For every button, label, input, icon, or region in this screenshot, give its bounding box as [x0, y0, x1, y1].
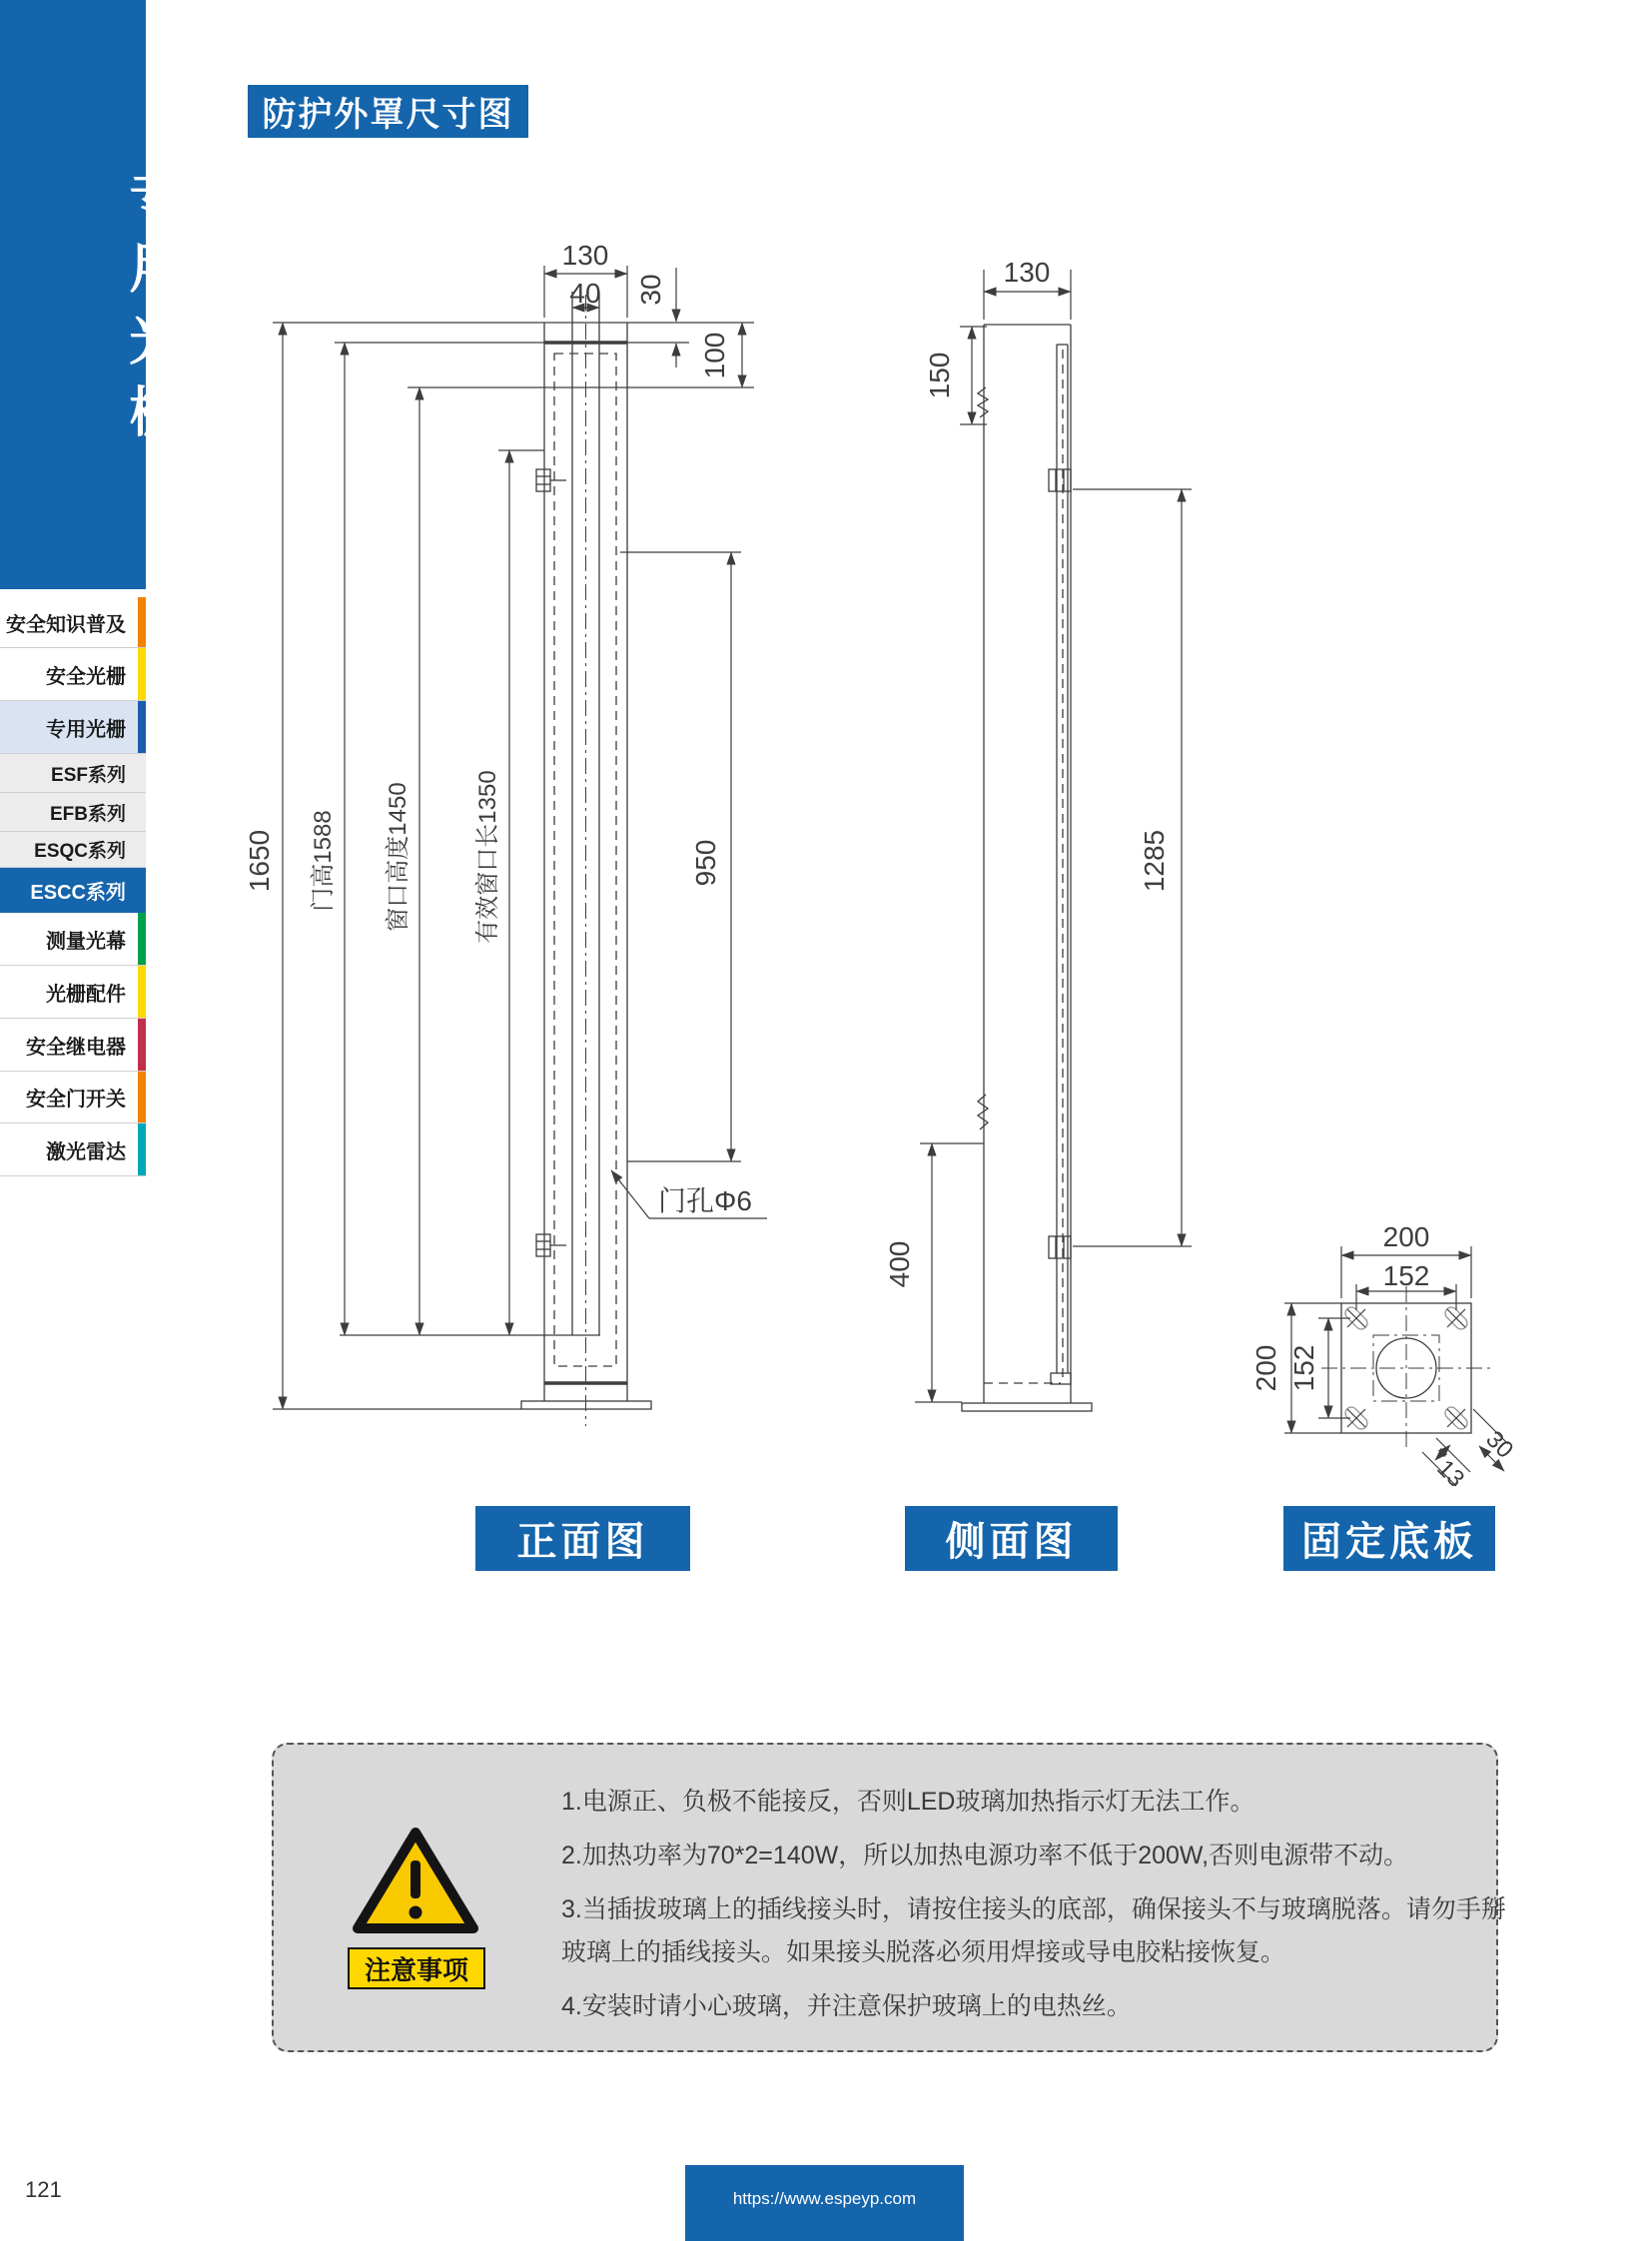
sidebar-item-label: 安全门开关 — [26, 1089, 126, 1111]
front-dim-width: 130 — [561, 240, 609, 271]
side-view-drawing — [884, 257, 1192, 1411]
sidebar-item-measuring-curtain[interactable] — [0, 913, 146, 966]
sidebar-item-safety-knowledge[interactable] — [0, 597, 146, 648]
front-dim-effective-window: 有效窗口长1350 — [474, 770, 501, 944]
sidebar-item-label: 光栅配件 — [46, 983, 126, 1006]
front-dim-door-height: 门高1588 — [310, 810, 337, 912]
sidebar-item-label: ESCC系列 — [30, 881, 126, 904]
accent-bar — [138, 1072, 146, 1122]
sidebar-item-label: 激光雷达 — [46, 1140, 126, 1163]
sidebar-item-label: ESQC系列 — [34, 841, 126, 862]
base-plate-drawing — [1250, 1221, 1518, 1493]
sidebar-item-accessories[interactable] — [0, 966, 146, 1019]
note-item-2: 2.加热功率为70*2=140W，所以加热电源功率不低于200W,否则电源带不动。 — [561, 1841, 1409, 1869]
warning-triangle-icon — [350, 1825, 481, 1938]
base-dim-slot-length: 30 — [1480, 1425, 1519, 1464]
side-dim-bottom: 400 — [884, 1240, 915, 1288]
sidebar-item-safety-relay[interactable] — [0, 1019, 146, 1072]
sidebar-item-label: 安全继电器 — [26, 1036, 126, 1059]
accent-bar — [138, 648, 146, 700]
base-plate-label: 固定底板 — [1283, 1506, 1495, 1571]
notes-panel — [272, 1743, 1506, 2052]
sidebar-item-label: EFB系列 — [49, 803, 126, 825]
front-dim-strip: 40 — [569, 278, 601, 309]
accent-bar — [138, 966, 146, 1018]
accent-bar — [138, 913, 146, 965]
front-dim-total-height: 1650 — [244, 829, 275, 893]
accent-bar — [138, 597, 146, 647]
front-dim-glass: 950 — [690, 839, 721, 887]
front-view-label: 正面图 — [475, 1506, 690, 1571]
sidebar-item-label: 安全知识普及 — [6, 613, 126, 636]
side-dim-panel: 1285 — [1139, 829, 1170, 893]
warning-label: 注意事项 — [348, 1947, 485, 1989]
footer-url-bar[interactable] — [685, 2165, 964, 2241]
note-item-4: 4.安装时请小心玻璃，并注意保护玻璃上的电热丝。 — [561, 1992, 1132, 2020]
front-view-drawing — [244, 240, 767, 1426]
front-dim-window-height: 窗口高度1450 — [385, 782, 412, 932]
footer-url[interactable]: https://www.espeyp.com — [732, 2189, 917, 2208]
sidebar-item-label: 测量光幕 — [46, 930, 126, 953]
base-dim-slot-width: 13 — [1431, 1454, 1470, 1493]
sidebar-item-esf-series[interactable] — [0, 754, 146, 793]
notes-text — [561, 1781, 1510, 2039]
accent-bar — [138, 1019, 146, 1071]
sidebar-item-label: ESF系列 — [51, 764, 126, 786]
sidebar-item-special-light-curtain[interactable] — [0, 701, 146, 754]
sidebar-item-laser-radar[interactable] — [0, 1123, 146, 1176]
front-dim-hole-label: 门孔Φ6 — [658, 1185, 752, 1216]
accent-bar — [138, 701, 146, 753]
front-dim-cap: 30 — [635, 274, 666, 306]
base-dim-hole-span-width: 152 — [1382, 1260, 1430, 1291]
accent-bar — [138, 1123, 146, 1175]
front-dim-top-offset: 100 — [699, 332, 730, 379]
sidebar-item-safety-light-curtain[interactable] — [0, 648, 146, 701]
sidebar-item-efb-series[interactable] — [0, 793, 146, 832]
sidebar-item-escc-series[interactable] — [0, 868, 146, 913]
sidebar-item-label: 安全光栅 — [46, 665, 126, 688]
page-title: 防护外罩尺寸图 — [248, 85, 528, 138]
base-dim-outer-height: 200 — [1250, 1344, 1281, 1392]
page-number: 121 — [25, 2177, 62, 2202]
note-item-1: 1.电源正、负极不能接反，否则LED玻璃加热指示灯无法工作。 — [561, 1788, 1255, 1816]
base-dim-outer-width: 200 — [1382, 1221, 1430, 1252]
side-dim-top: 150 — [924, 352, 955, 399]
side-view-label: 侧面图 — [905, 1506, 1118, 1571]
side-dim-depth: 130 — [1003, 257, 1051, 288]
note-item-3: 3.当插拔玻璃上的插线接头时，请按住接头的底部，确保接头不与玻璃脱落。请勿手掰玻璃上的插线接头。如果接头脱落必须用焊接或导电胶粘接恢复。 — [561, 1894, 1506, 1967]
sidebar-vertical-title: 专用光栅 — [122, 168, 182, 455]
sidebar-nav — [0, 597, 146, 1176]
base-dim-hole-span-height: 152 — [1288, 1344, 1319, 1392]
sidebar-item-label: 专用光栅 — [46, 718, 126, 741]
sidebar-item-safety-door-switch[interactable] — [0, 1072, 146, 1123]
sidebar-item-esqc-series[interactable] — [0, 832, 146, 868]
